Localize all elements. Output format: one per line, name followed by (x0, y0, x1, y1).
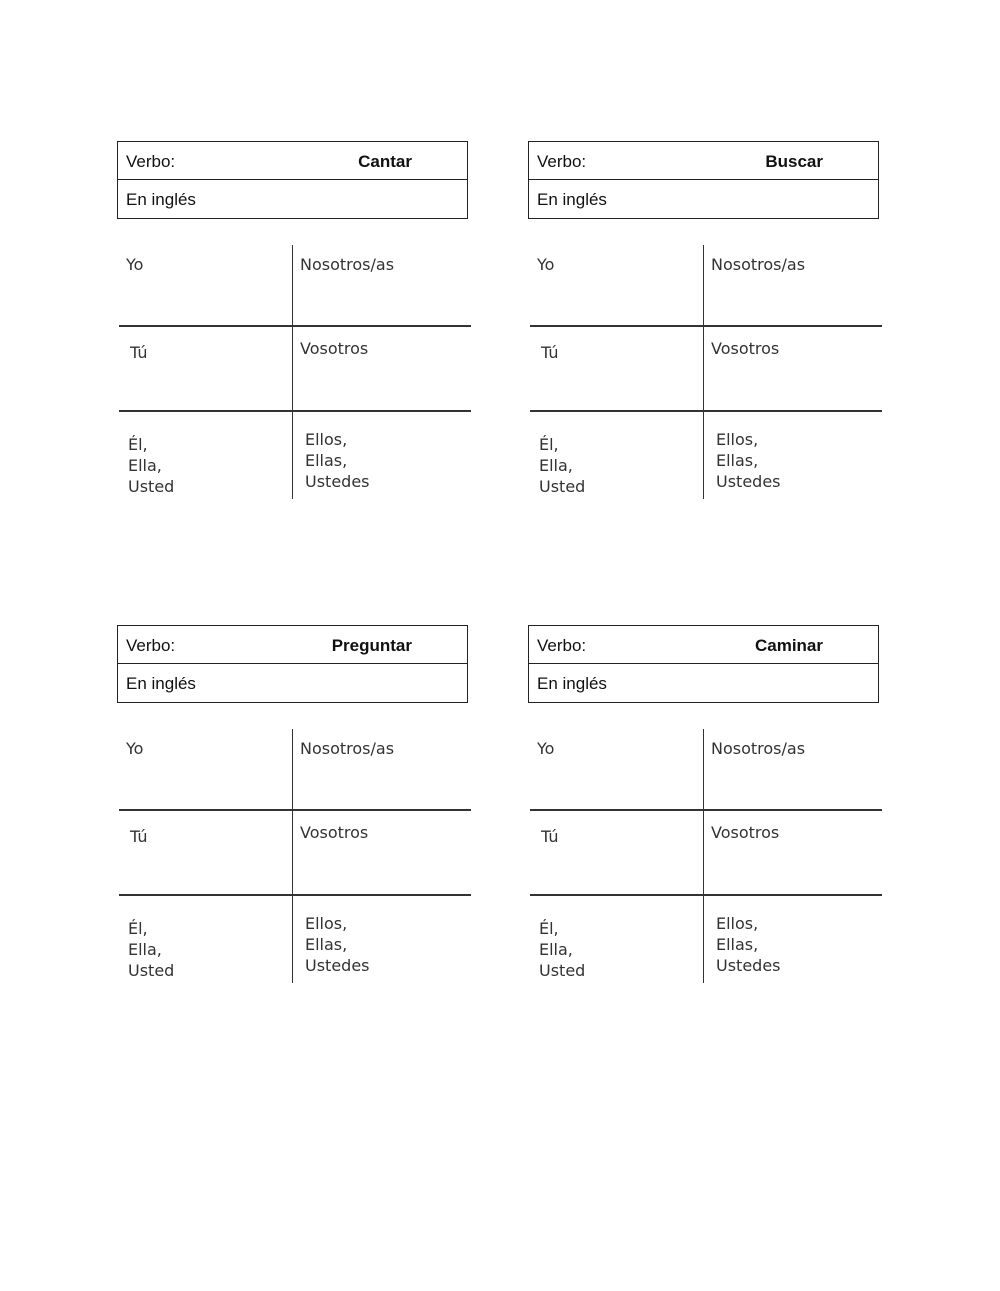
verb-card-cantar (117, 141, 471, 496)
verb-row (529, 142, 878, 180)
pronoun-tu: Tú (130, 343, 148, 362)
pronoun-ellos-ellas-ustedes: Ellos, Ellas, Ustedes (305, 430, 370, 491)
pronoun-tu: Tú (541, 343, 559, 362)
conjugation-grid (530, 729, 882, 983)
pronoun-yo: Yo (126, 255, 144, 274)
grid-horizontal-divider (119, 809, 471, 811)
pronoun-tu: Tú (541, 827, 559, 846)
grid-horizontal-divider (119, 894, 471, 896)
grid-horizontal-divider (530, 894, 882, 896)
english-label: En inglés (537, 674, 607, 693)
pronoun-el-ella-usted: Él, Ella, Usted (539, 435, 586, 496)
verb-value: Caminar (754, 636, 823, 655)
verb-header-box (528, 625, 879, 703)
pronoun-yo: Yo (537, 255, 555, 274)
english-row[interactable] (118, 664, 467, 702)
grid-horizontal-divider (530, 410, 882, 412)
verb-card-caminar (528, 625, 882, 980)
verb-value: Buscar (765, 152, 823, 171)
pronoun-nosotros: Nosotros/as (711, 739, 806, 758)
verb-row (118, 142, 467, 180)
verb-card-buscar (528, 141, 882, 496)
english-label: En inglés (126, 190, 196, 209)
pronoun-ellos-ellas-ustedes: Ellos, Ellas, Ustedes (716, 430, 781, 491)
verb-header-box (528, 141, 879, 219)
pronoun-ellos-ellas-ustedes: Ellos, Ellas, Ustedes (716, 914, 781, 975)
pronoun-vosotros: Vosotros (300, 339, 369, 358)
grid-vertical-divider (703, 245, 704, 499)
pronoun-el-ella-usted: Él, Ella, Usted (539, 919, 586, 980)
conjugation-grid (530, 245, 882, 499)
conjugation-grid (119, 245, 471, 499)
verb-label: Verbo: (537, 152, 587, 171)
english-row[interactable] (529, 180, 878, 218)
verb-label: Verbo: (126, 152, 176, 171)
verb-row (118, 626, 467, 664)
pronoun-el-ella-usted: Él, Ella, Usted (128, 919, 175, 980)
grid-horizontal-divider (119, 325, 471, 327)
verb-header-box (117, 625, 468, 703)
grid-vertical-divider (292, 245, 293, 499)
verb-value: Preguntar (331, 636, 412, 655)
grid-vertical-divider (703, 729, 704, 983)
grid-horizontal-divider (530, 325, 882, 327)
verb-label: Verbo: (537, 636, 587, 655)
verb-label: Verbo: (126, 636, 176, 655)
grid-horizontal-divider (119, 410, 471, 412)
verb-card-preguntar (117, 625, 471, 980)
pronoun-nosotros: Nosotros/as (300, 255, 395, 274)
verb-value: Cantar (358, 152, 412, 171)
english-label: En inglés (126, 674, 196, 693)
pronoun-nosotros: Nosotros/as (711, 255, 806, 274)
grid-vertical-divider (292, 729, 293, 983)
verb-header-box (117, 141, 468, 219)
conjugation-grid (119, 729, 471, 983)
verb-row (529, 626, 878, 664)
pronoun-el-ella-usted: Él, Ella, Usted (128, 435, 175, 496)
pronoun-nosotros: Nosotros/as (300, 739, 395, 758)
pronoun-yo: Yo (126, 739, 144, 758)
pronoun-vosotros: Vosotros (711, 823, 780, 842)
pronoun-tu: Tú (130, 827, 148, 846)
pronoun-ellos-ellas-ustedes: Ellos, Ellas, Ustedes (305, 914, 370, 975)
english-row[interactable] (529, 664, 878, 702)
pronoun-vosotros: Vosotros (711, 339, 780, 358)
english-row[interactable] (118, 180, 467, 218)
english-label: En inglés (537, 190, 607, 209)
pronoun-yo: Yo (537, 739, 555, 758)
pronoun-vosotros: Vosotros (300, 823, 369, 842)
grid-horizontal-divider (530, 809, 882, 811)
